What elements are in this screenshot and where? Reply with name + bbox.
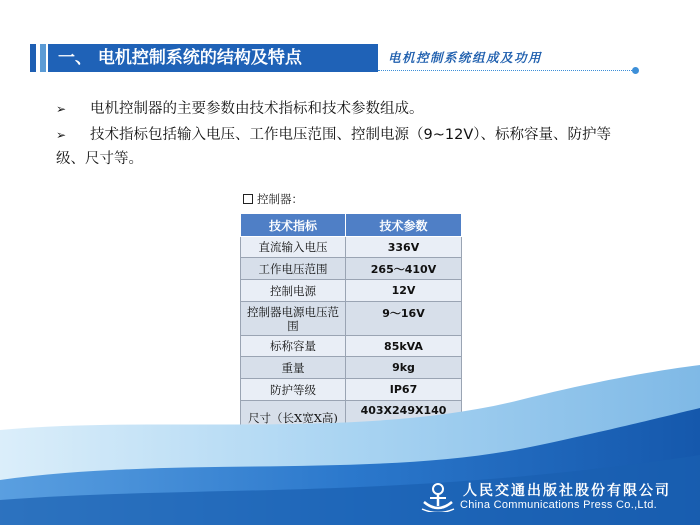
table-row xyxy=(241,336,462,357)
bullet-1 xyxy=(56,97,424,121)
bullet-1-text: 电机控制器的主要参数由技术指标和技术参数组成。 xyxy=(90,101,424,117)
table-cell-value: 12V xyxy=(346,280,462,302)
table-cell-value: 265～410V xyxy=(346,258,462,280)
table-cell-value: 336V xyxy=(346,237,462,258)
bullet-2-text: 技术指标包括输入电压、工作电压范围、控制电源（9~12V）、标称容量、防护等级、尺寸等。 xyxy=(56,127,611,167)
table-cell-indicator: 重量 xyxy=(241,357,346,379)
square-bullet-icon xyxy=(243,194,253,204)
table-header-row xyxy=(241,214,462,237)
table-cell-value: 403X249X140 xyxy=(346,401,462,435)
table-cell-indicator: 控制电源 xyxy=(241,280,346,302)
arrow-bullet-icon: ➢ xyxy=(56,128,67,142)
table-cell-indicator: 工作电压范围 xyxy=(241,258,346,280)
table-cell-value: 85kVA xyxy=(346,336,462,357)
header-accent-bar-light xyxy=(40,44,46,72)
bullet-2 xyxy=(0,123,620,171)
table-row xyxy=(241,302,462,336)
table-row xyxy=(241,237,462,258)
table-cell-indicator: 防护等级 xyxy=(241,379,346,401)
header-accent-bar xyxy=(30,44,36,72)
table-cell-indicator: 尺寸（长X宽X高) xyxy=(241,401,346,435)
arrow-bullet-icon: ➢ xyxy=(56,102,67,116)
table-caption xyxy=(243,191,303,207)
table-cell-value: 9～16V xyxy=(346,302,462,336)
publisher-name-en: China Communications Press Co.,Ltd. xyxy=(460,499,657,511)
table-cell-value: IP67 xyxy=(346,379,462,401)
column-header-indicator: 技术指标 xyxy=(241,214,346,237)
column-header-parameter: 技术参数 xyxy=(346,214,462,237)
subtitle-line-dot xyxy=(632,67,639,74)
subtitle-dotted-line xyxy=(378,70,634,71)
table-row xyxy=(241,280,462,302)
publisher-name-cn: 人民交通出版社股份有限公司 xyxy=(463,483,671,499)
table-cell-value: 9kg xyxy=(346,357,462,379)
publisher-logo-icon xyxy=(420,480,456,512)
table-cell-indicator: 控制器电源电压范围 xyxy=(241,302,346,336)
table-cell-indicator: 直流输入电压 xyxy=(241,237,346,258)
table-caption-text: 控制器： xyxy=(257,192,303,206)
table-row xyxy=(241,258,462,280)
section-title: 一、 电机控制系统的结构及特点 xyxy=(48,44,378,72)
section-subtitle: 电机控制系统组成及功用 xyxy=(388,50,543,65)
table-cell-indicator: 标称容量 xyxy=(241,336,346,357)
